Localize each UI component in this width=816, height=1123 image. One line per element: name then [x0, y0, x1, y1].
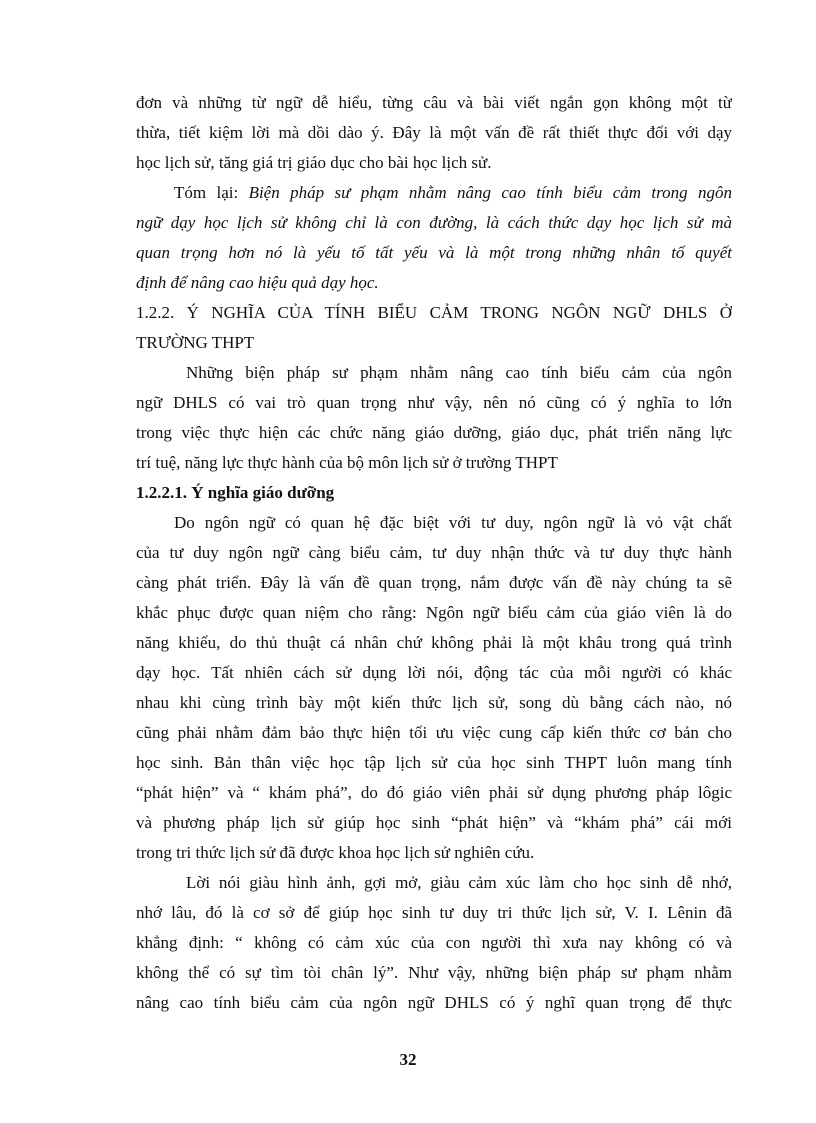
- text-line: học sinh. Bản thân việc học tập lịch sử của học sinh THPT luôn mang tính: [136, 753, 732, 772]
- text-line: đơn và những từ ngữ dễ hiểu, từng câu và bài viết ngắn gọn không một từ: [136, 93, 732, 112]
- text-line: ngữ dạy học lịch sử không chỉ là con đường, là cách thức dạy học lịch sử mà: [136, 213, 732, 232]
- text-line: “phát hiện” và “ khám phá”, do đó giáo viên phải sử dụng phương pháp lôgic: [136, 783, 732, 802]
- paragraph-summary: [136, 178, 732, 298]
- text-line: cũng phải nhằm đảm bảo thực hiện tối ưu việc cung cấp kiến thức cơ bản cho: [136, 723, 732, 742]
- text-line: và phương pháp lịch sử giúp học sinh “phát hiện” và “khám phá” cái mới: [136, 813, 732, 832]
- text-line: dạy học. Tất nhiên cách sử dụng lời nói, động tác của mỗi người có khác: [136, 663, 732, 682]
- text-line: nâng cao tính biểu cảm của ngôn ngữ DHLS có ý nghĩ quan trọng để thực: [136, 993, 732, 1012]
- text-line: nhớ lâu, đó là cơ sở để giúp học sinh tư duy tri thức lịch sử, V. I. Lênin đã: [136, 903, 732, 922]
- heading-line: TRƯỜNG THPT: [136, 333, 255, 352]
- text-line: khắc phục được quan niệm cho rằng: Ngôn ngữ biểu cảm của giáo viên là do: [136, 603, 732, 622]
- text-line: nhau khi cùng trình bày một kiến thức lịch sử, song dù bằng cách nào, nó: [136, 693, 732, 712]
- text-line: [136, 178, 732, 208]
- summary-italic-text: Biện pháp sư phạm nhằm nâng cao tính biểu cảm trong ngôn: [248, 183, 732, 202]
- text-line: khẳng định: “ không có cảm xúc của con người thì xưa nay không có và: [136, 933, 732, 952]
- text-line: càng phát triển. Đây là vấn đề quan trọng, nắm được vấn đề này chúng ta sẽ: [136, 573, 732, 592]
- text-line: quan trọng hơn nó là yếu tố tất yếu và là một trong những nhân tố quyết: [136, 243, 732, 262]
- paragraph-continuation: [136, 88, 732, 178]
- text-line: Lời nói giàu hình ảnh, gợi mở, giàu cảm xúc làm cho học sinh dễ nhớ,: [186, 873, 732, 892]
- text-line: Do ngôn ngữ có quan hệ đặc biệt với tư duy, ngôn ngữ là vỏ vật chất: [174, 513, 732, 532]
- document-page: [136, 88, 732, 1018]
- paragraph-lenin: [136, 868, 732, 1018]
- heading-line: 1.2.2.1. Ý nghĩa giáo dưỡng: [136, 483, 335, 502]
- text-line: học lịch sử, tăng giá trị giáo dục cho bài học lịch sử.: [136, 153, 492, 172]
- text-line: ngữ DHLS có vai trò quan trọng như vậy, nên nó cũng có ý nghĩa to lớn: [136, 393, 732, 412]
- text-line: Những biện pháp sư phạm nhằm nâng cao tính biểu cảm của ngôn: [186, 363, 732, 382]
- text-line: của tư duy ngôn ngữ càng biểu cảm, tư duy nhận thức và tư duy thực hành: [136, 543, 732, 562]
- text-line: trong tri thức lịch sử đã được khoa học lịch sử nghiên cứu.: [136, 843, 535, 862]
- page-number: 32: [399, 1050, 417, 1069]
- text-line: trong việc thực hiện các chức năng giáo dưỡng, giáo dục, phát triển năng lực: [136, 423, 732, 442]
- summary-lead: Tóm lại:: [174, 183, 249, 202]
- paragraph-intro: [136, 358, 732, 478]
- text-line: định để nâng cao hiệu quả dạy học.: [136, 273, 379, 292]
- text-line: thừa, tiết kiệm lời mà dồi dào ý. Đây là một vấn đề rất thiết thực đối với dạy: [136, 123, 732, 142]
- text-line: năng khiếu, do thủ thuật cá nhân chứ không phải là một khâu trong quá trình: [136, 633, 732, 652]
- text-line: không thể có sự tìm tòi chân lý”. Như vậy, những biện pháp sư phạm nhằm: [136, 963, 732, 982]
- section-heading-1-2-2: [136, 298, 732, 358]
- paragraph-education: [136, 508, 732, 868]
- section-heading-1-2-2-1: [136, 478, 732, 508]
- text-line: trí tuệ, năng lực thực hành của bộ môn lịch sử ở trường THPT: [136, 453, 558, 472]
- heading-line: 1.2.2. Ý NGHĨA CỦA TÍNH BIỂU CẢM TRONG NGÔN NGỮ DHLS Ở: [136, 303, 732, 322]
